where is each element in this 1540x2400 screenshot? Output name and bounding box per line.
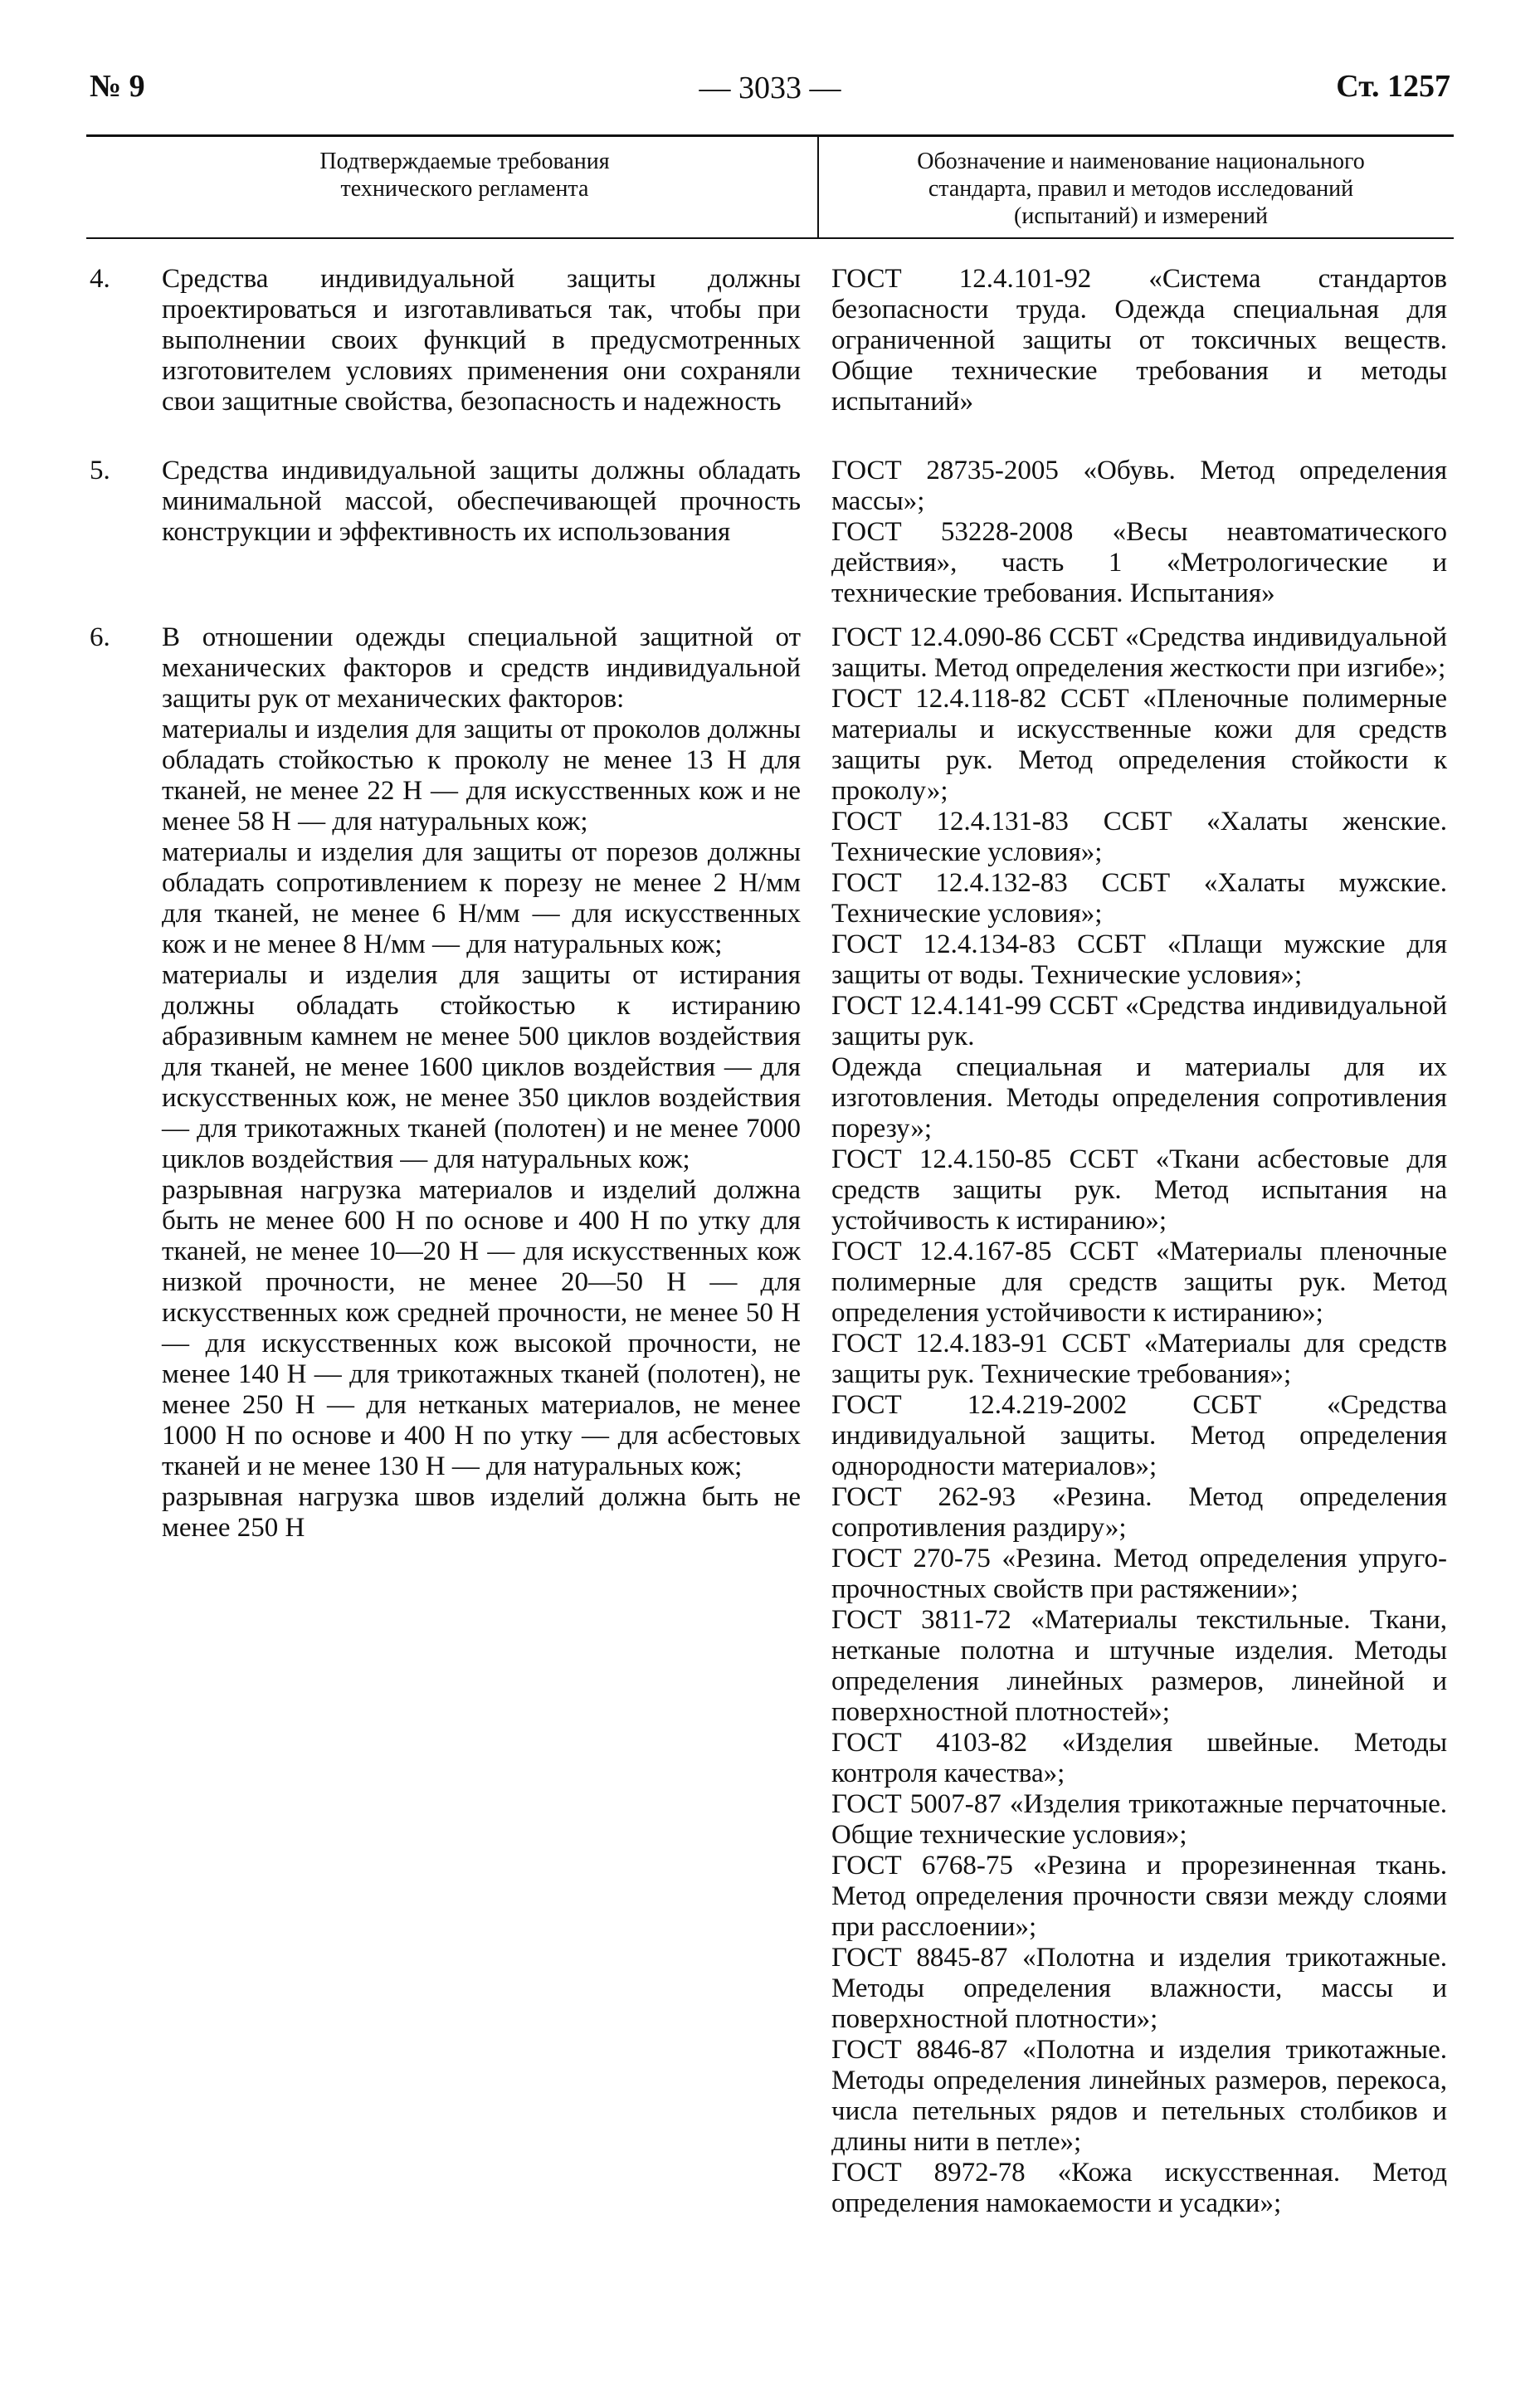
- standard-item: ГОСТ 12.4.167-85 ССБТ «Материалы пленочные полимерные для средств защиты рук. Метод определения устойчивости к истиранию»;: [831, 1237, 1447, 1328]
- requirement-paragraph: разрывная нагрузка швов изделий должна быть не менее 250 Н: [162, 1482, 801, 1543]
- standard-item: ГОСТ 12.4.141-99 ССБТ «Средства индивидуальной защиты рук.: [831, 991, 1447, 1051]
- issue-number: № 9: [90, 69, 145, 104]
- standard-item: ГОСТ 8972-78 «Кожа искусственная. Метод определения намокаемости и усадки»;: [831, 2158, 1447, 2218]
- standard-item: ГОСТ 8845-87 «Полотна и изделия трикотажные. Методы определения влажности, массы и поверхностной плотности»;: [831, 1943, 1447, 2034]
- standard-item: ГОСТ 12.4.183-91 ССБТ «Материалы для средств защиты рук. Технические требования»;: [831, 1329, 1447, 1389]
- standard-item: ГОСТ 270-75 «Резина. Метод определения упруго-прочностных свойств при растяжении»;: [831, 1544, 1447, 1604]
- standard-item: ГОСТ 5007-87 «Изделия трикотажные перчаточные. Общие технические условия»;: [831, 1789, 1447, 1850]
- requirement-paragraph: материалы и изделия для защиты от проколов должны обладать стойкостью к проколу не менее 13 Н для тканей, не менее 22 Н — для искусственных кож и не менее 58 Н — для натуральных кож;: [162, 715, 801, 837]
- standard-item: ГОСТ 12.4.118-82 ССБТ «Пленочные полимерные материалы и искусственные кожи для средств защиты рук. Метод определения стойкости к проколу»;: [831, 684, 1447, 806]
- standard-item: ГОСТ 12.4.132-83 ССБТ «Халаты мужские. Технические условия»;: [831, 868, 1447, 929]
- standard-item: ГОСТ 12.4.219-2002 ССБТ «Средства индивидуальной защиты. Метод определения однородности материалов»;: [831, 1390, 1447, 1481]
- standard-item: ГОСТ 12.4.090-86 ССБТ «Средства индивидуальной защиты. Метод определения жесткости при изгибе»;: [831, 622, 1447, 683]
- article-number: Ст. 1257: [1336, 69, 1450, 104]
- requirement-paragraph: В отношении одежды специальной защитной от механических факторов и средств индивидуальной защиты рук от механических факторов:: [162, 622, 801, 714]
- column-header-requirements-text: Подтверждаемые требования технического регламента: [319, 149, 610, 202]
- standard-item: ГОСТ 12.4.134-83 ССБТ «Плащи мужские для защиты от воды. Технические условия»;: [831, 929, 1447, 990]
- requirement-paragraph: разрывная нагрузка материалов и изделий должна быть не менее 600 Н по основе и 400 Н по утку для тканей, не менее 10—20 Н — для искусственных кож низкой прочности, не менее 20—50 Н — для искусственных кож средней прочности, не менее 50 Н — для искусственных кож высокой прочности, не менее 140 Н — для трикотажных тканей (полотен), не менее 250 Н — для нетканых материалов, не менее 1000 Н по основе и 400 Н по утку — для асбестовых тканей и не менее 130 Н — для натуральных кож;: [162, 1175, 801, 1481]
- requirement-text: Средства индивидуальной защиты должны проектироваться и изготавливаться так, чтобы при выполнении своих функций в предусмотренных изготовителем условиях применения они сохраняли свои защитные свойства, безопасность и надежность: [162, 264, 801, 417]
- page-header: [90, 68, 1450, 121]
- standard-item: ГОСТ 8846-87 «Полотна и изделия трикотажные. Методы определения линейных размеров, перекоса, числа петельных рядов и петельных столбиков и длины нити в петле»;: [831, 2035, 1447, 2157]
- standard-item: ГОСТ 12.4.101-92 «Система стандартов безопасности труда. Одежда специальная для ограниченной защиты от токсичных веществ. Общие технические требования и методы испытаний»: [831, 264, 1447, 417]
- header-column-divider: [817, 135, 819, 238]
- standards-list: [831, 264, 1447, 417]
- row-number: 5.: [90, 456, 110, 485]
- standard-item: ГОСТ 28735-2005 «Обувь. Метод определения массы»;: [831, 456, 1447, 516]
- standard-item: ГОСТ 262-93 «Резина. Метод определения сопротивления раздиру»;: [831, 1482, 1447, 1543]
- requirement-paragraph: материалы и изделия для защиты от истирания должны обладать стойкостью к истиранию абразивным камнем не менее 500 циклов воздействия для тканей, не менее 1600 циклов воздействия — для искусственных кож, не менее 350 циклов воздействия — для трикотажных тканей (полотен) и не менее 7000 циклов воздействия — для натуральных кож;: [162, 960, 801, 1174]
- standards-list: [831, 456, 1447, 609]
- header-top-rule: [86, 134, 1454, 137]
- standards-list: [831, 622, 1447, 2219]
- standard-item: ГОСТ 6768-75 «Резина и прорезиненная ткань. Метод определения прочности связи между слоями при расслоении»;: [831, 1851, 1447, 1942]
- column-header-standards: [830, 148, 1452, 230]
- standard-item: ГОСТ 53228-2008 «Весы неавтоматического действия», часть 1 «Метрологические и технические требования. Испытания»: [831, 517, 1447, 608]
- page-number: — 3033 —: [699, 71, 841, 105]
- standard-item: ГОСТ 12.4.150-85 ССБТ «Ткани асбестовые для средств защиты рук. Метод испытания на устойчивость к истиранию»;: [831, 1144, 1447, 1236]
- standard-item: Одежда специальная и материалы для их изготовления. Методы определения сопротивления порезу»;: [831, 1052, 1447, 1144]
- standard-item: ГОСТ 3811-72 «Материалы текстильные. Ткани, нетканые полотна и штучные изделия. Методы определения линейных размеров, линейной и поверхностной плотностей»;: [831, 1605, 1447, 1727]
- standard-item: ГОСТ 4103-82 «Изделия швейные. Методы контроля качества»;: [831, 1728, 1447, 1788]
- standard-item: ГОСТ 12.4.131-83 ССБТ «Халаты женские. Технические условия»;: [831, 807, 1447, 867]
- row-number: 4.: [90, 264, 110, 294]
- column-header-standards-text: Обозначение и наименование национального стандарта, правил и методов исследований (испытаний) и измерений: [917, 149, 1365, 229]
- column-header-requirements: [133, 148, 797, 202]
- row-number: 6.: [90, 622, 110, 652]
- header-bottom-rule: [86, 237, 1454, 239]
- requirement-text: Средства индивидуальной защиты должны обладать минимальной массой, обеспечивающей прочность конструкции и эффективность их использования: [162, 456, 801, 547]
- requirement-text: [162, 622, 801, 1544]
- requirement-paragraph: материалы и изделия для защиты от порезов должны обладать сопротивлением к порезу не менее 2 Н/мм для тканей, не менее 6 Н/мм — для искусственных кож и не менее 8 Н/мм — для натуральных кож;: [162, 837, 801, 959]
